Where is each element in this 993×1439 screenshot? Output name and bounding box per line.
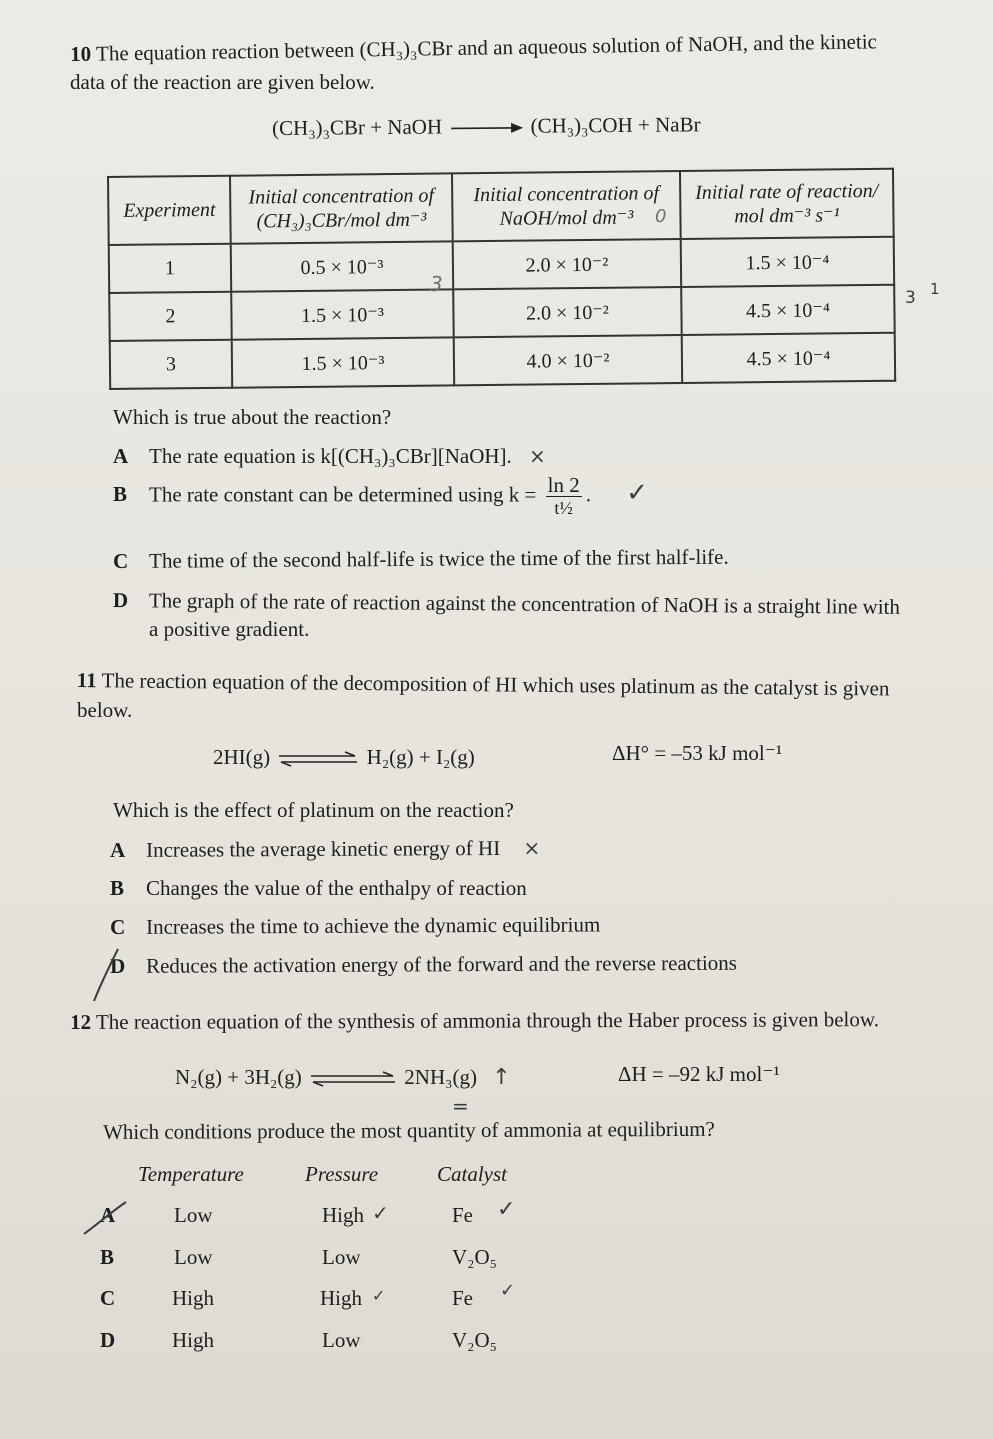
q12-number: 12 [70,1009,92,1034]
option-pressure: Low [322,1245,361,1269]
option-letter: D [110,953,126,978]
tick-icon: ✓ [372,1201,389,1225]
table-row [109,237,894,293]
q12-equation [175,1065,511,1090]
option-letter: B [110,876,125,900]
option-text: The rate constant can be determined using k = [149,482,537,507]
option-text: The graph of the rate of reaction against the concentration of NaOH is a straight line with [148,588,901,619]
q10-option-c [113,545,729,574]
option-catalyst: Fe [452,1203,473,1227]
annotation-col-note: 0 [655,206,667,227]
option-letter: D [112,588,129,613]
q11-option-c [110,912,600,940]
option-letter: C [100,1286,116,1310]
option-text: Increases the time to achieve the dynamic equilibrium [145,912,601,939]
table-row [110,333,895,389]
option-letter: D [100,1328,116,1352]
table-cell: 4.5 × 10⁻⁴ [681,285,894,335]
table-header-row [108,169,894,245]
q11-option-a [110,836,540,863]
q12-eq-right: 2NH₃(g) [404,1065,477,1089]
q11-stem-line2: below. [77,698,133,722]
table-cell: 2.0 × 10⁻² [453,239,681,289]
kinetic-data-table [107,168,896,390]
q11-stem [77,668,890,702]
q12-col-temperature: Temperature [138,1162,244,1186]
table-header: Initial concentration of NaOH/mol dm⁻³ [452,171,681,241]
option-letter: A [113,444,129,468]
q11-enthalpy: ΔH° = –53 kJ mol⁻¹ [612,741,783,765]
q10-eq-left: (CH₃)₃CBr + NaOH [272,114,443,140]
table-cell: 1 [109,244,231,293]
equilibrium-arrow-icon [307,1071,399,1087]
q10-option-d [113,588,900,620]
q10-stem-line2: data of the reaction are given below. [70,70,375,94]
answer-slash-icon [80,1198,130,1238]
q11-option-d [110,951,737,979]
option-pressure: High [322,1203,364,1227]
option-text: The rate equation is k[(CH₃)₃CBr][NaOH]. [149,444,512,468]
q12-col-catalyst: Catalyst [437,1162,508,1186]
option-letter: B [113,482,128,507]
q12-enthalpy: ΔH = –92 kJ mol⁻¹ [618,1062,780,1086]
option-letter: C [113,548,129,573]
fraction-denominator: t½ [554,498,573,518]
q12-eq-left: N₂(g) + 3H₂(g) [175,1065,302,1089]
reaction-arrow-icon [447,121,525,136]
table-cell: 1.5 × 10⁻³ [232,337,454,387]
q10-stem [70,29,877,67]
table-row [109,285,894,341]
annotation-right-note2: 1 [930,280,940,298]
option-text: Reduces the activation energy of the forward and the reverse reactions [145,950,737,978]
table-header: Initial concentration of (CH₃)₃CBr/mol dm⁻³ [230,173,453,243]
tick-icon: ✓ [626,478,649,509]
option-catalyst: V₂O₅ [452,1245,497,1269]
table-cell: 1.5 × 10⁻³ [231,289,453,339]
option-letter: C [110,914,126,939]
option-temperature: Low [174,1245,213,1269]
q10-eq-right: (CH₃)₃COH + NaBr [530,112,701,138]
q12-stem [70,1007,879,1035]
table-cell: 1.5 × 10⁻⁴ [681,237,894,287]
q11-prompt: Which is the effect of platinum on the reaction? [113,798,514,822]
option-temperature: High [172,1328,214,1352]
fraction-numerator: ln 2 [547,473,580,497]
table-header: Experiment [108,176,231,245]
option-temperature: High [172,1286,214,1310]
table-cell: 4.5 × 10⁻⁴ [682,333,895,383]
annotation-row-note: 3 [430,272,443,296]
q10-prompt: Which is true about the reaction? [113,405,392,429]
table-cell: 3 [110,340,232,389]
q10-equation [272,112,701,141]
equilibrium-arrow-icon [275,751,361,767]
option-catalyst: V₂O₅ [452,1328,497,1352]
table-cell: 0.5 × 10⁻³ [231,241,453,291]
option-catalyst: Fe [452,1286,473,1310]
tick-icon: ✓ [372,1286,386,1305]
annotation-equal: = [452,1094,469,1118]
cross-icon: × [529,444,546,468]
q12-col-pressure: Pressure [305,1162,379,1186]
q12-prompt: Which conditions produce the most quantity of ammonia at equilibrium? [103,1116,715,1144]
rate-constant-fraction [546,474,582,519]
q10-number: 10 [70,41,92,66]
option-letter: A [100,1203,116,1227]
q11-stem-line1: The reaction equation of the decomposition of HI which uses platinum as the catalyst is given [101,668,890,701]
answer-slash-icon [88,945,128,1005]
q10-stem-line1: The equation reaction between (CH₃)₃CBr and an aqueous solution of NaOH, and the kinetic [95,29,878,66]
q11-number: 11 [76,668,97,693]
tick-icon: ✓ [500,1280,516,1301]
q11-option-b [110,876,527,901]
table-cell: 2.0 × 10⁻² [453,287,681,337]
q10-option-d-cont: a positive gradient. [149,617,310,641]
option-letter: B [100,1245,115,1269]
option-pressure: Low [322,1328,361,1352]
q10-option-b: B The rate constant can be determined using k = $\frac{\ln 2}{\text{t½}}$ . ✓ [113,473,649,518]
tick-icon: ✓ [497,1197,516,1222]
table-cell: 4.0 × 10⁻² [454,335,682,385]
option-text: The time of the second half-life is twice the time of the first half-life. [148,544,729,573]
annotation-right-note: 3 [905,288,916,308]
table-cell: 2 [109,292,231,341]
q12-stem-line1: The reaction equation of the synthesis of ammonia through the Haber process is given below. [95,1007,879,1034]
option-text: Changes the value of the enthalpy of reaction [146,876,527,900]
q10-option-a [113,444,546,469]
arrow-up-icon: ↑ [492,1065,511,1090]
option-text: Increases the average kinetic energy of HI [145,835,501,862]
q11-eq-right: H₂(g) + I₂(g) [366,745,475,769]
q11-eq-left: 2HI(g) [213,745,271,769]
option-letter: A [110,837,126,862]
option-pressure: High [320,1286,362,1310]
cross-icon: × [523,835,541,860]
table-header: Initial rate of reaction/ mol dm⁻³ s⁻¹ [680,169,894,239]
q11-equation [213,745,475,770]
option-temperature: Low [174,1203,213,1227]
